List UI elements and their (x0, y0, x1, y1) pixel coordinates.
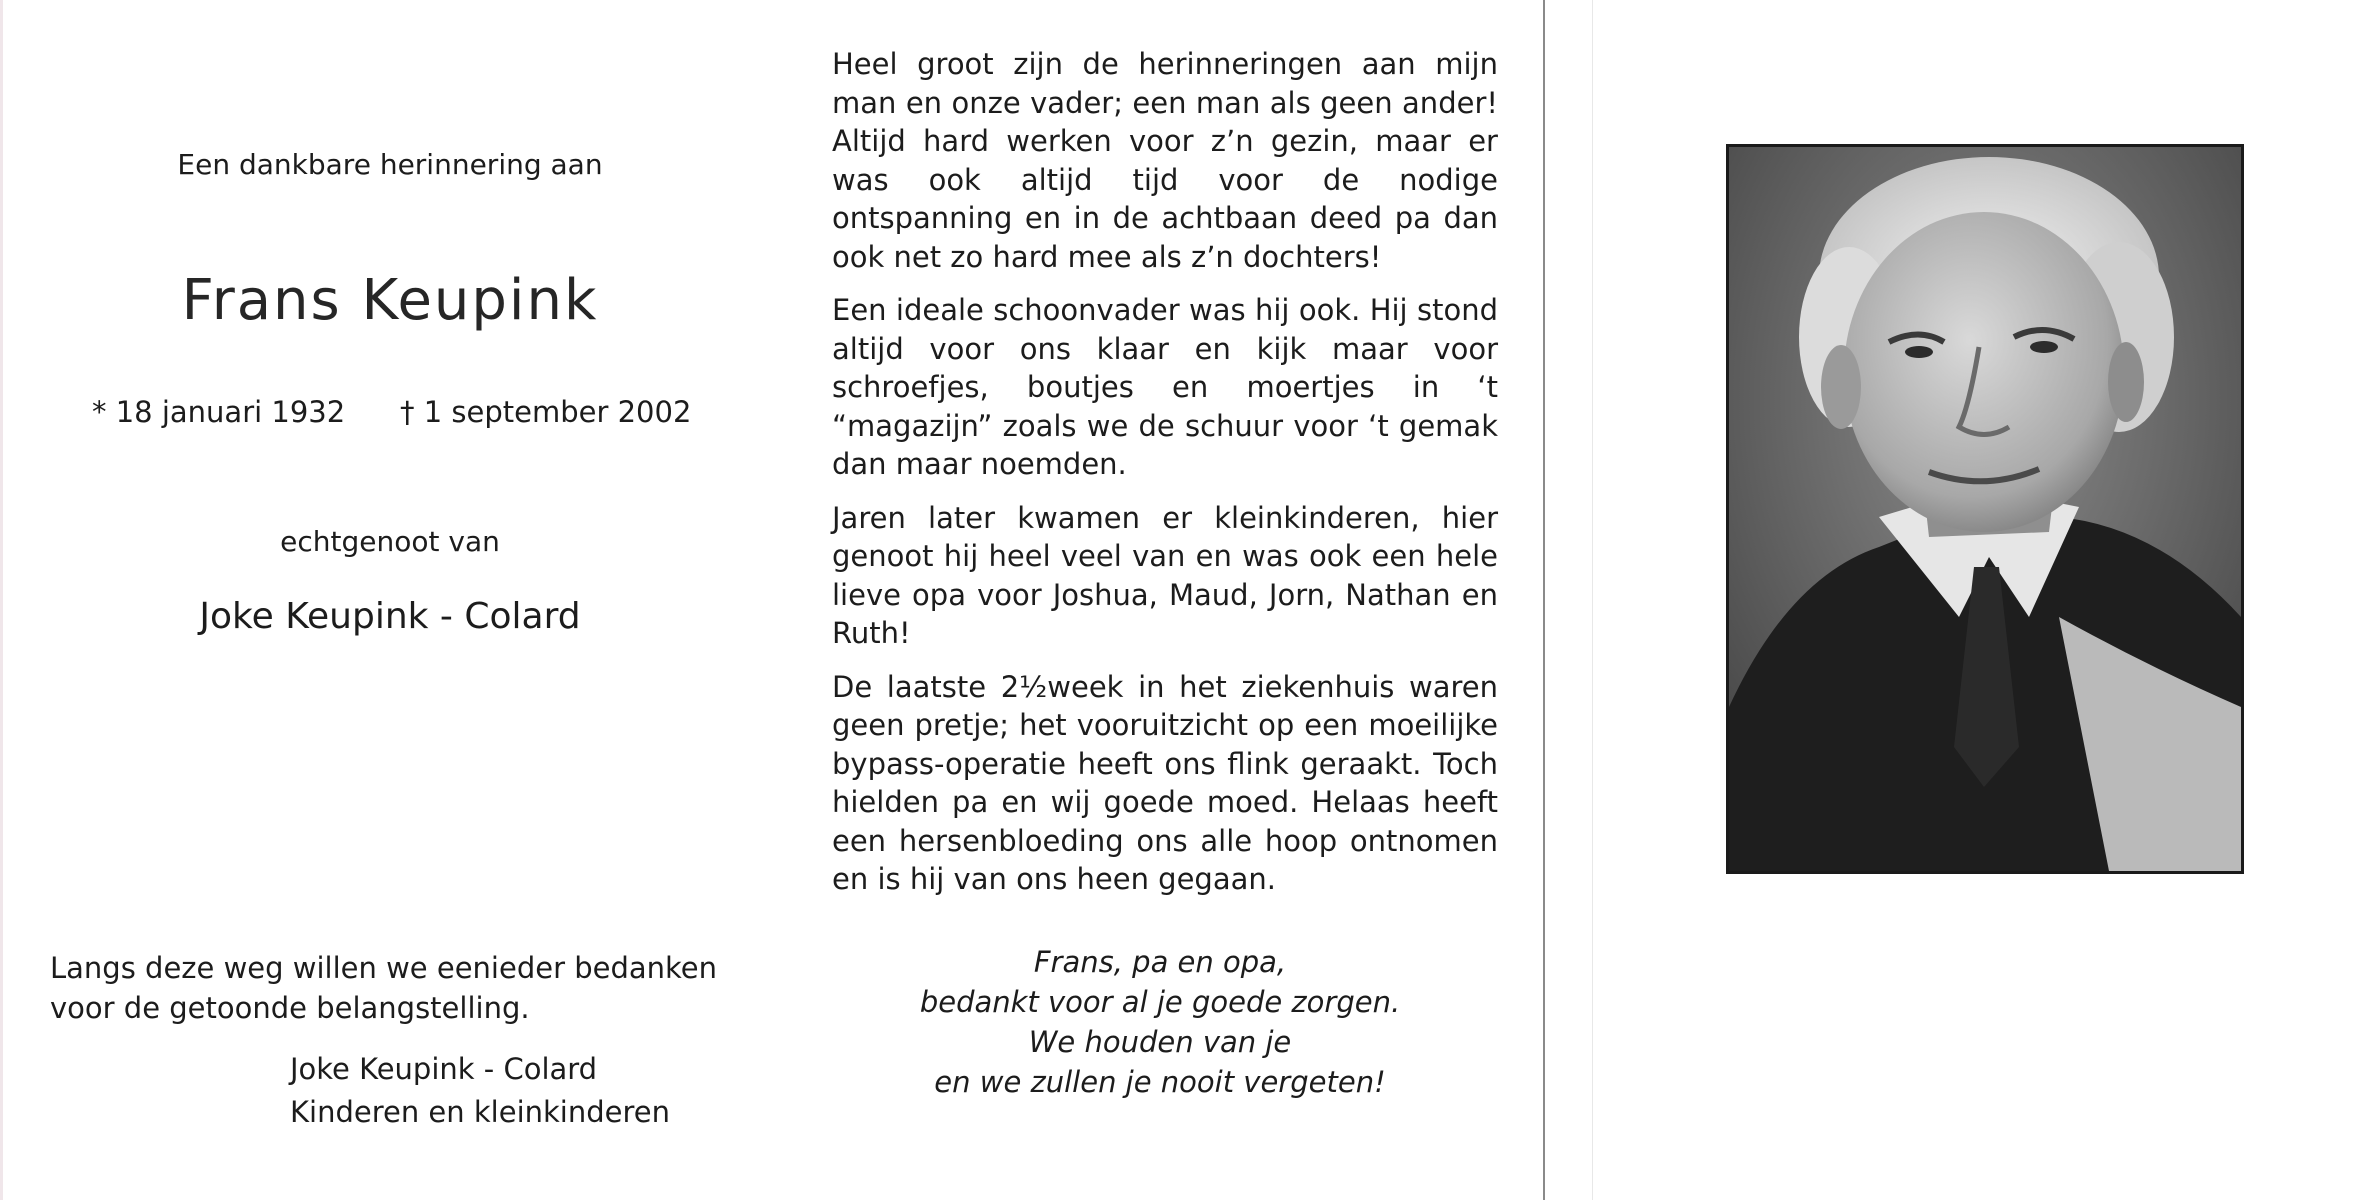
intro-text: Een dankbare herinnering aan (177, 148, 603, 181)
spouse-name: Joke Keupink - Colard (199, 596, 581, 637)
signature-line: Kinderen en kleinkinderen (290, 1095, 670, 1129)
poem-line: Frans, pa en opa, (1033, 945, 1287, 979)
closing-poem (880, 942, 1440, 1102)
birth-date: * 18 januari 1932 (92, 395, 346, 429)
story-paragraph: Een ideale schoonvader was hij ook. Hij stond altijd voor ons klaar en kijk maar voor schroefjes, boutjes en moertjes in ‘t “magazijn” zoals we de schuur voor ‘t gemak dan maar noemden. (832, 293, 1498, 481)
portrait-illustration (1729, 147, 2241, 871)
story-paragraph: Heel groot zijn de herinneringen aan mijn man en onze vader; een man als geen ander! Altijd hard werken voor z’n gezin, maar er was ook altijd tijd voor de nodige ontspanning en in de achtbaan deed pa dan ook net zo hard mee als z’n dochters! (832, 47, 1498, 274)
thanks-text: Langs deze weg willen we eenieder bedanken voor de getoonde belangstelling. (50, 951, 718, 1025)
poem-line: en we zullen je nooit vergeten! (934, 1065, 1386, 1099)
card-fold-line (1543, 0, 1545, 1200)
poem-line: We houden van je (1028, 1025, 1292, 1059)
poem-line: bedankt voor al je goede zorgen. (919, 985, 1401, 1019)
death-date: † 1 september 2002 (400, 395, 692, 429)
story-paragraph: Jaren later kwamen er kleinkinderen, hier genoot hij heel veel van en was ook een hele lieve opa voor Joshua, Maud, Jorn, Nathan en Ruth! (832, 500, 1498, 650)
card-left-edge (0, 0, 3, 1200)
signature-line: Joke Keupink - Colard (290, 1052, 598, 1086)
signature-block (290, 1048, 670, 1134)
card-fold-shadow (1592, 0, 1593, 1200)
spouse-label: echtgenoot van (280, 525, 500, 558)
memorial-story (832, 45, 1498, 914)
deceased-name: Frans Keupink (181, 268, 599, 333)
portrait-photo (1726, 144, 2244, 874)
story-paragraph: De laatste 2½week in het ziekenhuis waren geen pretje; het vooruitzicht op een moeilijke bypass-operatie heeft ons flink geraakt. Toch hielden pa en wij goede moed. Helaas heeft een hersenbloeding ons alle hoop ontnomen en is hij van ons heen gegaan. (832, 669, 1498, 896)
